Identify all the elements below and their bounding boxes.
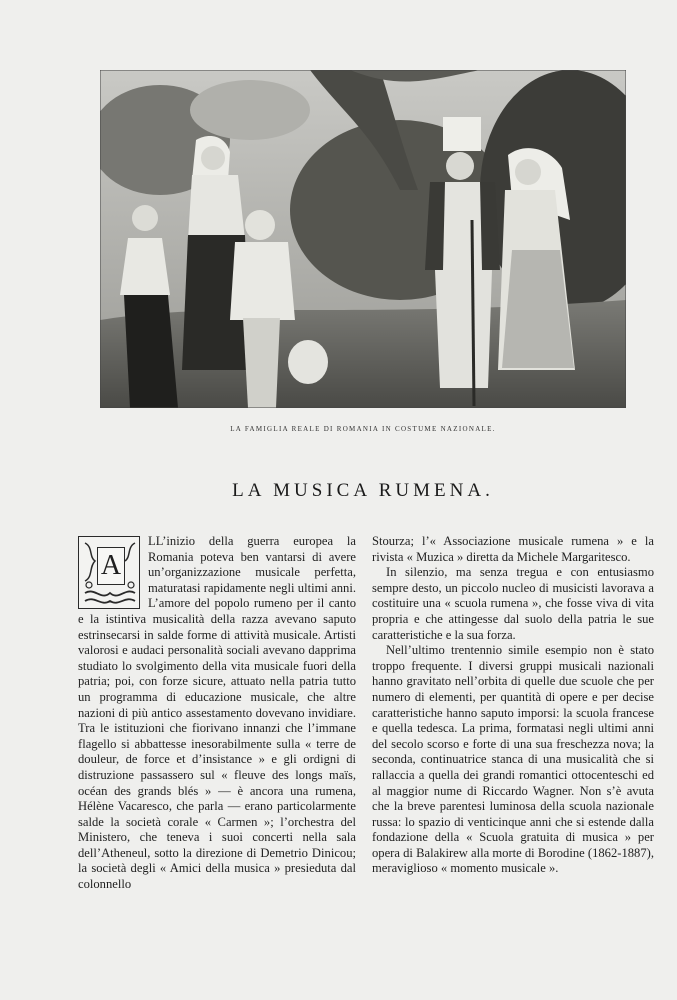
- right-column: [372, 534, 654, 877]
- article-title: LA MUSICA RUMENA.: [232, 480, 494, 501]
- left-column: [78, 534, 356, 893]
- paragraph: In silenzio, ma senza tregua e con entusiasmo sempre desto, un piccolo nucleo di musicisti lavorava a costituire una « scuola rumena », che fosse viva di vita propria e che attingesse dal suolo della patria le sue caratteristiche e la sua forza.: [372, 565, 654, 642]
- paragraph: Stourza; l’« Associazione musicale rumena » e la rivista « Muzica » diretta da Michele Margaritesco.: [372, 534, 654, 564]
- paragraph: LL’inizio della guerra europea la Romania poteva ben vantarsi di avere un’organizzazione musicale perfetta, maturatasi rapidamente negli ultimi anni. L’amore del popolo rumeno per il canto e la istintiva musicalità della razza avevano saputo estrinsecarsi in salde forme di attività musicale. Artisti valorosi e audaci personalità sociali avevano dapprima studiato lo svolgimento della vita musicale fuori della patria; poi, con forze sicure, attuato nella patria tutto un programma di educazione musicale, che altre nazioni di più antico assestamento dovevano invidiare. Tra le istituzioni che fiorivano innanzi che l’immane flagello si abbattesse inesorabilmente sulla « terre de douleur, de force et d’insistance » e gli ordigni di distruzione passassero sul « fleuve des longs maïs, océan des grands blés » — è ancora una rumena, Hélène Vacaresco, che parla — erano particolarmente salde la società corale « Carmen »; l’orchestra del Ministero, che teneva i suoi concerti nella sala dell’Atheneul, sotto la direzione di Demetrio Dinicou; la società degli « Amici della musica » presieduta dal colonnello: [78, 534, 356, 892]
- photo-caption: LA FAMIGLIA REALE DI ROMANIA IN COSTUME NAZIONALE.: [230, 425, 496, 433]
- royal-family-photo: [100, 70, 626, 408]
- drop-cap-letter: A: [97, 547, 125, 585]
- ornamental-initial: [78, 536, 140, 609]
- paragraph: Nell’ultimo trentennio simile esempio non è stato troppo frequente. I diversi gruppi musicali nazionali hanno gravitato nell’orbita di quelle due scuole che per numero di elementi, per quantità di opere e per decise caratteristiche hanno saputo imporsi: la scuola francese e quella tedesca. La prima, formatasi negli ultimi anni del secolo scorso e forte di una sua freschezza nova; la seconda, continuatrice stanca di una musicalità che si rallaccia a quella dei grandi romantici ottocenteschi ed al maggior nume di Riccardo Wagner. Non s’è avuta che la breve parentesi luminosa della scuola nazionale russa: lo spazio di venticinque anni che si estende dalla fondazione della « Scuola gratuita di musica » per opera di Balakirew alla morte di Borodine (1862-1887), meraviglioso « momento musicale ».: [372, 643, 654, 876]
